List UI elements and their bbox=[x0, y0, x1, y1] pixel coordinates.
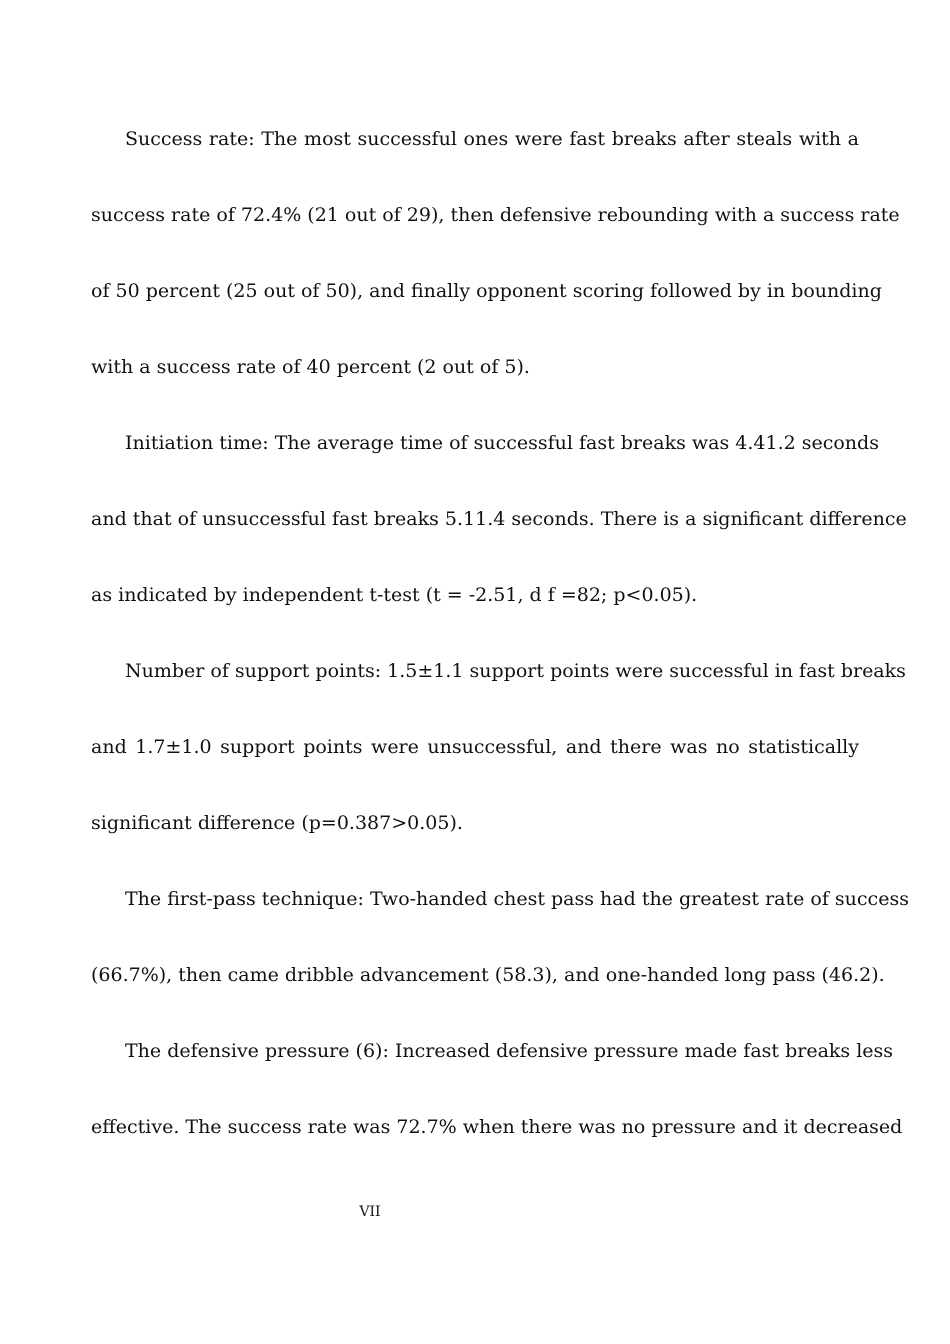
paragraph-initiation-time-line-3: as indicated by independent t-test (t = -2.51, d f =82; p<0.05). bbox=[91, 584, 698, 606]
paragraph-success-rate-line-2: success rate of 72.4% (21 out of 29), then defensive rebounding with a success rate bbox=[91, 204, 900, 226]
paragraph-initiation-time-line-2: and that of unsuccessful fast breaks 5.11.4 seconds. There is a significant difference bbox=[91, 508, 907, 530]
paragraph-defensive-pressure-line-2: effective. The success rate was 72.7% when there was no pressure and it decreased bbox=[91, 1116, 903, 1138]
paragraph-success-rate-line-3: of 50 percent (25 out of 50), and finally opponent scoring followed by in bounding bbox=[91, 280, 882, 302]
paragraph-success-rate-line-4: with a success rate of 40 percent (2 out of 5). bbox=[91, 356, 530, 378]
paragraph-support-points-line-3: significant difference (p=0.387>0.05). bbox=[91, 812, 463, 834]
paragraph-success-rate-line-1: Success rate: The most successful ones were fast breaks after steals with a bbox=[125, 128, 859, 150]
paragraph-first-pass-line-1: The first-pass technique: Two-handed chest pass had the greatest rate of success bbox=[125, 888, 909, 910]
page-number: VII bbox=[359, 1204, 381, 1220]
paragraph-defensive-pressure-line-1: The defensive pressure (6): Increased defensive pressure made fast breaks less bbox=[125, 1040, 894, 1062]
paragraph-support-points-line-2: and 1.7±1.0 support points were unsuccessful, and there was no statistically bbox=[91, 736, 859, 758]
paragraph-first-pass-line-2: (66.7%), then came dribble advancement (58.3), and one-handed long pass (46.2). bbox=[91, 964, 885, 986]
paragraph-initiation-time-line-1: Initiation time: The average time of successful fast breaks was 4.41.2 seconds bbox=[125, 432, 879, 454]
paragraph-support-points-line-1: Number of support points: 1.5±1.1 support points were successful in fast breaks bbox=[125, 660, 906, 682]
